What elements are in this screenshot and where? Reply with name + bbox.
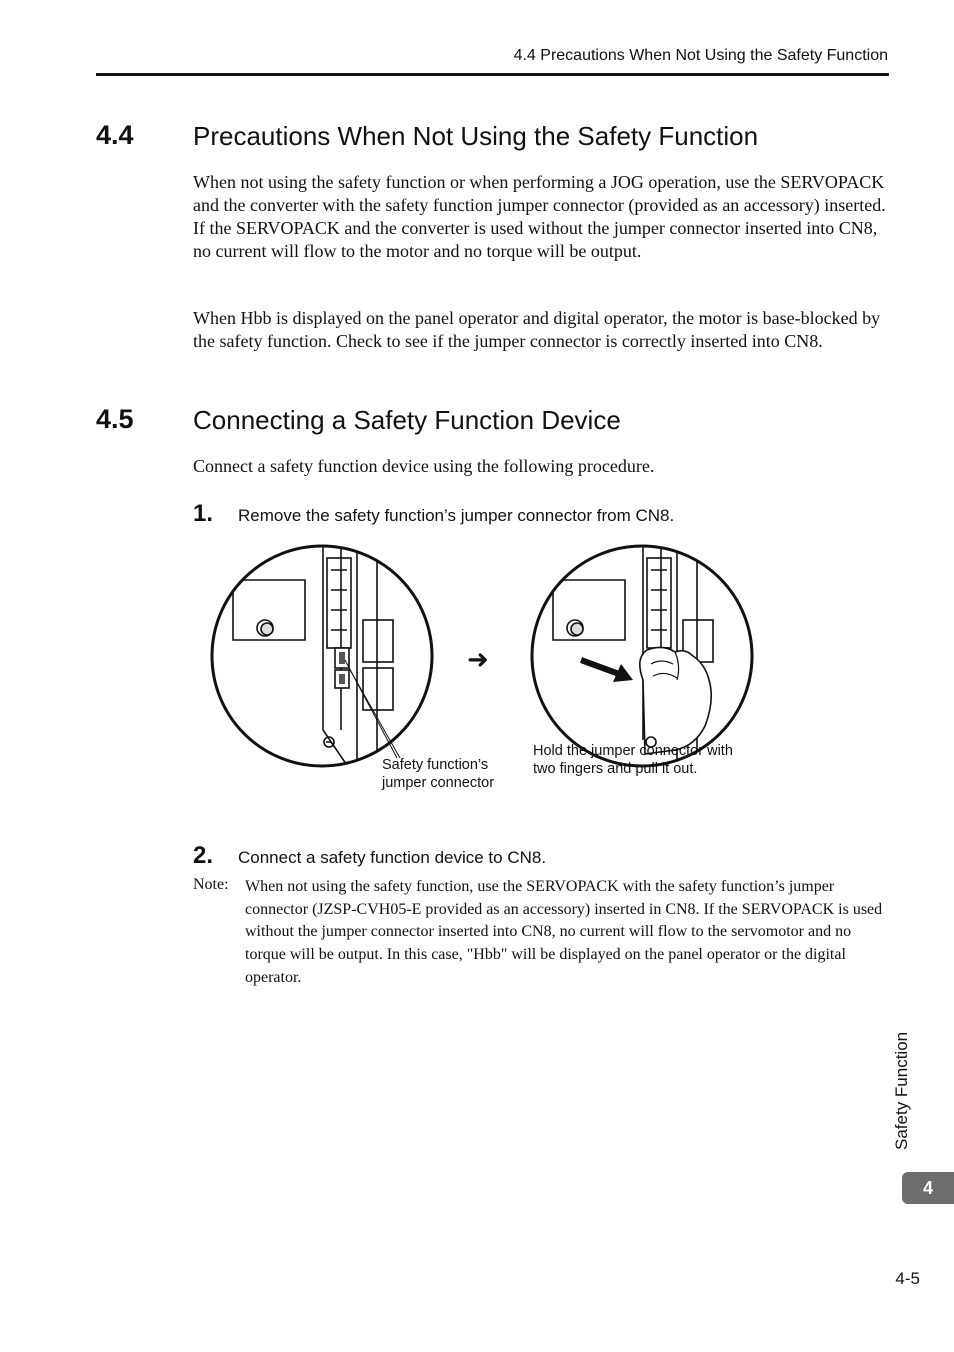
figure-label-left <box>382 756 494 792</box>
figure-label-right <box>533 742 733 778</box>
chapter-side-label-text: Safety Function <box>892 1031 911 1150</box>
section-4-5-number: 4.5 <box>96 404 134 434</box>
figure-label-right-line-2: two fingers and pull it out. <box>533 761 698 777</box>
left-servopack-detail <box>205 540 432 780</box>
figure-label-left-line-1: Safety function’s <box>382 757 489 773</box>
figure-label-left-line-2: jumper connector <box>382 775 495 791</box>
section-4-5-title: Connecting a Safety Function Device <box>193 405 621 435</box>
section-4-4-number: 4.4 <box>96 120 134 150</box>
chapter-side-label <box>892 970 912 1150</box>
running-header: 4.4 Precautions When Not Using the Safety Function <box>513 47 888 64</box>
section-4-4-paragraph-1: When not using the safety function or when performing a JOG operation, use the SERVOPACK and the converter with the safety function jumper connector (provided as an accessory) inserted. If the SERVOPACK and the converter is used without the jumper connector inserted into CN8, no current will flow to the motor and no torque will be output. <box>193 172 886 261</box>
note-label: Note: <box>193 876 229 893</box>
step-1-text: Remove the safety function’s jumper connector from CN8. <box>238 506 675 525</box>
page-number: 4-5 <box>895 1269 920 1288</box>
figure-label-right-line-1: Hold the jumper connector with <box>533 743 733 759</box>
header-rule <box>96 73 889 76</box>
note-text: When not using the safety function, use the SERVOPACK with the safety function’s jumper connector (JZSP-CVH05-E provided as an accessory) inserted in CN8. If the SERVOPACK is used without the jumper connector inserted into CN8, no current will flow to the servomotor and no torque will be output. In this case, "Hbb" will be displayed on the panel operator or the digital operator. <box>245 878 883 986</box>
step-1-number: 1. <box>193 500 214 527</box>
section-4-4-paragraph-2: When Hbb is displayed on the panel operator and digital operator, the motor is base-blocked by the safety function. Check to see if the jumper connector is correctly inserted into CN8. <box>193 308 881 351</box>
step-2-number: 2. <box>193 842 214 869</box>
section-4-4-title: Precautions When Not Using the Safety Function <box>193 121 759 151</box>
next-arrow-icon: ➜ <box>467 645 489 675</box>
step-2-text: Connect a safety function device to CN8. <box>238 848 547 867</box>
section-4-5-intro: Connect a safety function device using the following procedure. <box>193 456 655 476</box>
chapter-number-tab: 4 <box>902 1172 954 1204</box>
